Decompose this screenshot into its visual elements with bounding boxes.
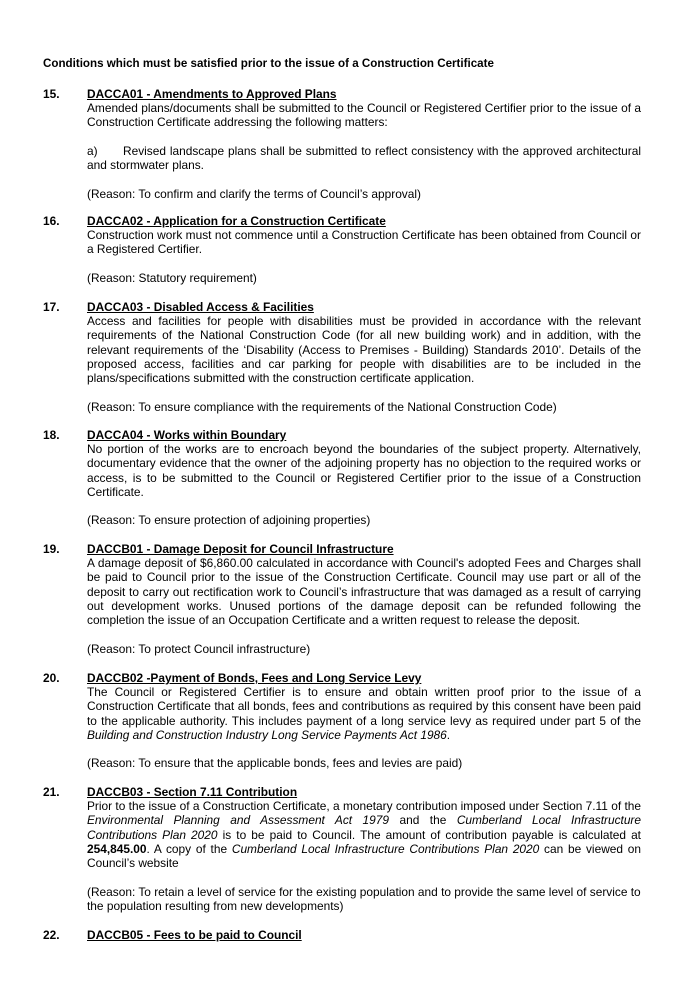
condition-title: DACCA01 - Amendments to Approved Plans: [87, 87, 337, 101]
condition-reason: (Reason: To ensure compliance with the requirements of the National Construction Code): [87, 399, 557, 414]
condition-subitem: [87, 144, 641, 172]
condition-17: [87, 300, 641, 414]
section-heading: Conditions which must be satisfied prior to the issue of a Construction Certificate: [43, 57, 494, 70]
condition-number: 16.: [43, 214, 60, 228]
condition-number: 20.: [43, 671, 60, 685]
condition-title: DACCB03 - Section 7.11 Contribution: [87, 785, 298, 799]
condition-body: Prior to the issue of a Construction Certificate, a monetary contribution imposed under Section 7.11 of the Environmental Planning and Assessment Act 1979 and the Cumberland Local Infrastructure Contributions Plan 2020 is to be paid to Council. The amount of contribution payable is calculated at 254,845.00. A copy of the Cumberland Local Infrastructure Contributions Plan 2020 can be viewed on Council’s website: [87, 799, 642, 871]
condition-number: 22.: [43, 928, 60, 942]
condition-21: [87, 785, 641, 913]
condition-number: 17.: [43, 300, 60, 314]
condition-number: 21.: [43, 785, 60, 799]
condition-reason: (Reason: To ensure that the applicable bonds, fees and levies are paid): [87, 756, 463, 771]
condition-body: Amended plans/documents shall be submitted to the Council or Registered Certifier prior to the issue of a Construction Certificate addressing the following matters:: [87, 101, 641, 130]
condition-20: [87, 671, 641, 771]
subitem-text: Revised landscape plans shall be submitted to reflect consistency with the approved architectural and stormwater plans.: [87, 144, 641, 173]
condition-body: Access and facilities for people with disabilities must be provided in accordance with the relevant requirements of the National Construction Code (for all new building work) and in addition, with the relevant requirements of the ‘Disability (Access to Premises - Building) Standards 2010’. Details of the proposed access, facilities and car parking for people with disabilities are to be included in the plans/specifications submitted with the construction certificate application.: [87, 314, 641, 386]
condition-22: [87, 928, 641, 942]
subitem-label: a): [87, 144, 98, 158]
condition-16: [87, 214, 641, 285]
condition-reason: (Reason: Statutory requirement): [87, 271, 257, 285]
condition-number: 19.: [43, 542, 60, 556]
condition-reason: (Reason: To confirm and clarify the terms of Council’s approval): [87, 186, 421, 201]
condition-15: [87, 87, 641, 201]
condition-reason: (Reason: To retain a level of service for the existing population and to provide the same level of service to the population resulting from new developments): [87, 884, 641, 913]
condition-title: DACCA03 - Disabled Access & Facilities: [87, 300, 314, 314]
condition-19: [87, 542, 641, 656]
condition-body: The Council or Registered Certifier is to ensure and obtain written proof prior to the issue of a Construction Certificate that all bonds, fees and contributions as required by this consent have been paid to the applicable authority. This includes payment of a long service levy as required under part 5 of the Building and Construction Industry Long Service Payments Act 1986.: [87, 685, 641, 742]
condition-title: DACCB02 -Payment of Bonds, Fees and Long Service Levy: [87, 671, 422, 685]
condition-title: DACCB01 - Damage Deposit for Council Infrastructure: [87, 542, 394, 556]
condition-title: DACCA04 - Works within Boundary: [87, 428, 287, 442]
condition-18: [87, 428, 641, 528]
condition-number: 15.: [43, 87, 60, 101]
condition-body: No portion of the works are to encroach beyond the boundaries of the subject property. Alternatively, documentary evidence that the owner of the adjoining property has no objection to the required works or access, is to be submitted to the Council or Registered Certifier prior to the issue of a Construction Certificate.: [87, 442, 641, 499]
condition-reason: (Reason: To protect Council infrastructure): [87, 641, 311, 656]
condition-body: Construction work must not commence until a Construction Certificate has been obtained from Council or a Registered Certifier.: [87, 228, 641, 257]
condition-title: DACCA02 - Application for a Construction Certificate: [87, 214, 386, 228]
condition-reason: (Reason: To ensure protection of adjoining properties): [87, 513, 371, 528]
condition-title: DACCB05 - Fees to be paid to Council: [87, 928, 302, 942]
condition-number: 18.: [43, 428, 60, 442]
condition-body: A damage deposit of $6,860.00 calculated in accordance with Council's adopted Fees and Charges shall be paid to Council prior to the issue of the Construction Certificate. Council may use part or all of the deposit to carry out rectification work to Council’s infrastructure that was damaged as a result of carrying out development works. Unused portions of the damage deposit can be refunded following the completion the issue of an Occupation Certificate and a written request to release the deposit.: [87, 556, 641, 628]
